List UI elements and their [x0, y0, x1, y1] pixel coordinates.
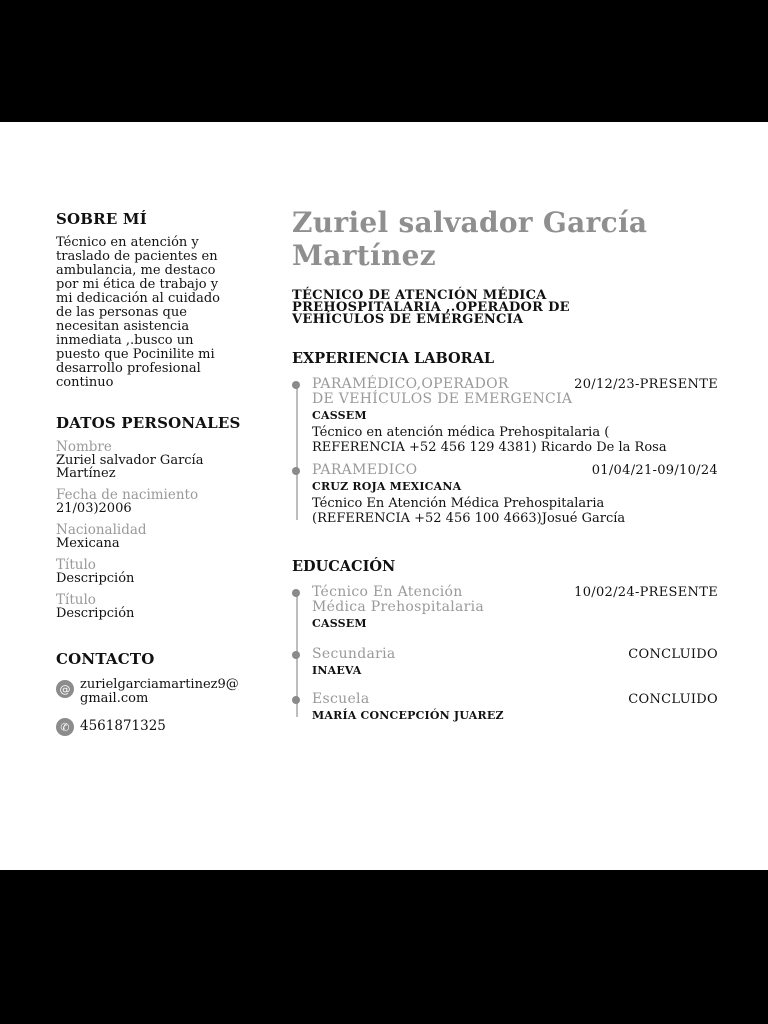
personal-data-title: DATOS PERSONALES	[56, 414, 241, 432]
item-head	[312, 377, 718, 407]
item-title-line: PARAMEDICO	[312, 462, 418, 478]
education-item	[292, 647, 718, 678]
field-value: 21/03)2006	[56, 501, 132, 516]
bullet-dot-icon	[292, 467, 300, 475]
field-label: Fecha de nacimiento	[56, 487, 199, 503]
field-nationality	[56, 523, 278, 550]
item-desc-line: REFERENCIA +52 456 129 4381) Ricardo De la Rosa	[312, 440, 667, 455]
item-desc	[312, 425, 718, 455]
job-line: VEHÍCULOS DE EMERGENCIA	[292, 312, 524, 327]
about-line: puesto que Pocinilite mi	[56, 347, 215, 362]
at-icon: @	[56, 680, 74, 698]
item-head	[312, 692, 718, 707]
field-value: Descripción	[56, 571, 135, 586]
field-value: Descripción	[56, 606, 135, 621]
item-title-line: PARAMÉDICO,OPERADOR	[312, 376, 509, 392]
item-title-line: Escuela	[312, 691, 370, 707]
item-org: CASSEM	[312, 409, 367, 422]
item-title	[312, 377, 572, 407]
item-org: INAEVA	[312, 664, 362, 677]
item-head	[312, 585, 718, 615]
field-title-2	[56, 593, 278, 620]
contact-title: CONTACTO	[56, 650, 155, 668]
header-section	[292, 206, 732, 326]
contact-section	[56, 650, 278, 736]
about-line: continuo	[56, 375, 114, 390]
email-line: gmail.com	[80, 691, 149, 706]
field-title-1	[56, 558, 278, 585]
about-line: de las personas que	[56, 305, 187, 320]
item-title	[312, 647, 396, 662]
item-head	[312, 647, 718, 662]
about-line: Técnico en atención y	[56, 235, 199, 250]
item-org: CASSEM	[312, 617, 367, 630]
item-desc-line: Técnico En Atención Médica Prehospitalaria	[312, 496, 605, 511]
item-head	[312, 463, 718, 478]
bullet-dot-icon	[292, 696, 300, 704]
bullet-dot-icon	[292, 651, 300, 659]
experience-timeline	[292, 377, 718, 526]
education-title: EDUCACIÓN	[292, 558, 396, 575]
item-date: 10/02/24-PRESENTE	[574, 585, 718, 600]
personal-data-section	[56, 414, 278, 620]
full-name	[292, 206, 732, 272]
name-line: Zuriel salvador García	[292, 206, 648, 239]
education-section	[292, 558, 718, 731]
item-desc-line: (REFERENCIA +52 456 100 4663)Josué García	[312, 511, 626, 526]
bullet-dot-icon	[292, 381, 300, 389]
experience-item	[292, 463, 718, 526]
item-date: CONCLUIDO	[628, 647, 718, 662]
job-title	[292, 290, 732, 326]
item-title-line: Médica Prehospitalaria	[312, 599, 485, 615]
field-birthdate	[56, 488, 278, 515]
item-title-line: Técnico En Atención	[312, 584, 463, 600]
field-value: Martínez	[56, 466, 116, 481]
education-timeline	[292, 585, 718, 723]
bullet-dot-icon	[292, 589, 300, 597]
experience-title: EXPERIENCIA LABORAL	[292, 350, 495, 367]
about-section	[56, 210, 278, 390]
job-line: PREHOSPITALARIA ,.OPERADOR DE	[292, 300, 570, 315]
about-line: por mi ética de trabajo y	[56, 277, 219, 292]
about-line: inmediata ,.busco un	[56, 333, 194, 348]
field-label: Título	[56, 592, 96, 608]
item-title-line: Secundaria	[312, 646, 396, 662]
item-org: MARÍA CONCEPCIÓN JUAREZ	[312, 709, 504, 722]
about-line: necesitan asistencia	[56, 319, 190, 334]
email-text	[80, 678, 239, 706]
item-org: CRUZ ROJA MEXICANA	[312, 480, 462, 493]
experience-section	[292, 350, 718, 534]
item-title	[312, 692, 369, 707]
field-label: Nombre	[56, 439, 112, 455]
resume-page	[0, 122, 768, 870]
field-name	[56, 440, 278, 480]
item-date: 20/12/23-PRESENTE	[574, 377, 718, 392]
about-title: SOBRE MÍ	[56, 210, 147, 228]
field-label: Nacionalidad	[56, 522, 147, 538]
about-line: mi dedicación al cuidado	[56, 291, 220, 306]
field-value: Mexicana	[56, 536, 120, 551]
item-date: 01/04/21-09/10/24	[591, 463, 718, 478]
about-line: ambulancia, me destaco	[56, 263, 216, 278]
email-line: zurielgarciamartinez9@	[80, 677, 239, 692]
item-date: CONCLUIDO	[628, 692, 718, 707]
contact-email[interactable]	[56, 678, 278, 706]
experience-item	[292, 377, 718, 455]
item-title	[312, 463, 417, 478]
about-text	[56, 236, 278, 390]
field-label: Título	[56, 557, 96, 573]
job-line: TÉCNICO DE ATENCIÓN MÉDICA	[292, 288, 547, 303]
about-line: desarrollo profesional	[56, 361, 201, 376]
education-item	[292, 692, 718, 723]
item-title-line: DE VEHÍCULOS DE EMERGENCIA	[312, 391, 573, 407]
name-line: Martínez	[292, 239, 436, 272]
education-item	[292, 585, 718, 631]
phone-icon: ✆	[56, 718, 74, 736]
item-title	[312, 585, 484, 615]
item-desc	[312, 496, 718, 526]
about-line: traslado de pacientes en	[56, 249, 218, 264]
field-value: Zuriel salvador García	[56, 453, 204, 468]
contact-phone[interactable]	[56, 716, 278, 736]
phone-text: 4561871325	[80, 718, 166, 734]
item-desc-line: Técnico en atención médica Prehospitalaria (	[312, 425, 610, 440]
